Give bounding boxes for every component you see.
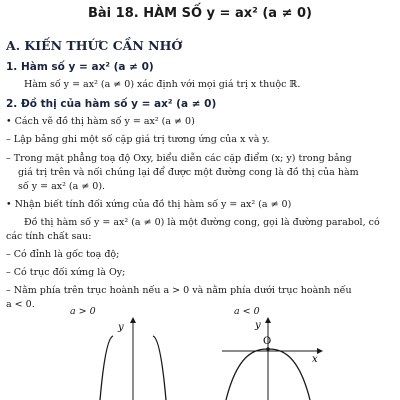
step-plot-line-3: số y = ax² (a ≠ 0). — [18, 181, 106, 192]
definition-text: Hàm số y = ax² (a ≠ 0) xác định với mọi giá trị x thuộc ℝ. — [24, 79, 301, 90]
step-plot-line-1: – Trong mặt phẳng toạ độ Oxy, biểu diễn các cặp điểm (x; y) trong bảng — [6, 153, 352, 164]
left-graph-label: a > 0 — [70, 306, 96, 317]
right-graph — [222, 320, 320, 400]
right-y-label: y — [255, 320, 261, 331]
paragraph-line-1: Đồ thị hàm số y = ax² (a ≠ 0) là một đường cong, gọi là đường parabol, có — [24, 217, 380, 228]
property-position-line-2: a < 0. — [6, 299, 35, 310]
page-title: Bài 18. HÀM SỐ y = ax² (a ≠ 0) — [87, 6, 312, 21]
bullet-draw-method: • Cách vẽ đồ thị hàm số y = ax² (a ≠ 0) — [6, 116, 195, 127]
step-make-table: – Lập bảng ghi một số cặp giá trị tương ứng của x và y. — [6, 134, 270, 145]
right-graph-label: a < 0 — [234, 306, 260, 317]
section-heading-a: A. KIẾN THỨC CẦN NHỚ — [6, 38, 183, 53]
origin-point — [266, 347, 270, 351]
subheading-1: 1. Hàm số y = ax² (a ≠ 0) — [6, 61, 154, 73]
property-position-line-1: – Nằm phía trên trục hoành nếu a > 0 và nằm phía dưới trục hoành nếu — [6, 285, 352, 296]
property-axis: – Có trục đối xứng là Oy; — [6, 267, 126, 278]
right-x-label: x — [312, 354, 318, 365]
left-parabola-left-branch — [100, 336, 113, 400]
property-vertex: – Có đỉnh là gốc toạ độ; — [6, 249, 120, 260]
left-y-label: y — [118, 322, 124, 333]
subheading-2: 2. Đồ thị của hàm số y = ax² (a ≠ 0) — [6, 98, 217, 110]
left-graph — [100, 320, 166, 400]
left-parabola-right-branch — [153, 336, 166, 400]
paragraph-line-2: các tính chất sau: — [6, 231, 92, 242]
step-plot-line-2: giá trị trên và nối chúng lại để được một đường cong là đồ thị của hàm — [18, 167, 359, 178]
origin-label: O — [263, 336, 272, 347]
bullet-symmetry: • Nhận biết tính đối xứng của đồ thị hàm số y = ax² (a ≠ 0) — [6, 199, 292, 210]
